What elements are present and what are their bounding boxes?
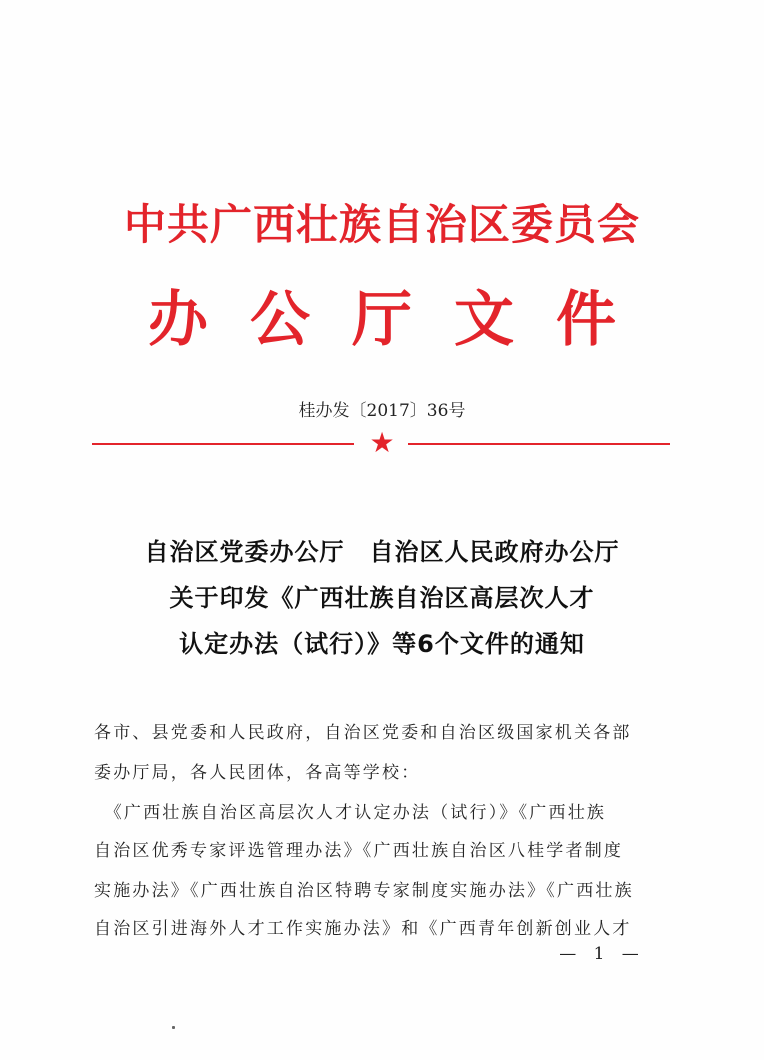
notice-title-line-1: 自治区党委办公厅 自治区人民政府办公厅 — [144, 538, 620, 566]
notice-title-line-3: 认定办法（试行）》等6个文件的通知 — [179, 630, 585, 658]
body-text-line: 实施办法》《广西壮族自治区特聘专家制度实施办法》《广西壮族 — [94, 881, 634, 901]
page-number-text: — 1 — — [559, 944, 645, 964]
red-divider — [92, 426, 670, 459]
notice-title-line-2: 关于印发《广西壮族自治区高层次人才 — [169, 584, 595, 612]
page-number — [0, 944, 764, 964]
body-text-line: 《广西壮族自治区高层次人才认定办法（试行）》《广西壮族 — [94, 803, 607, 823]
document-number: 桂办发〔2017〕36号 — [298, 401, 466, 421]
divider-line-left — [92, 443, 354, 445]
body-text-line: 自治区优秀专家评选管理办法》《广西壮族自治区八桂学者制度 — [94, 841, 624, 861]
body-text-line: 自治区引进海外人才工作实施办法》和《广西青年创新创业人才 — [94, 919, 632, 939]
star-icon: ★ — [369, 426, 395, 459]
document-type-header: 办公厅文件 — [148, 285, 658, 355]
scan-speck — [172, 1026, 175, 1029]
body-text-line: 各市、县党委和人民政府，自治区党委和自治区级国家机关各部 — [94, 723, 632, 743]
issuing-org-header: 中共广西壮族自治区委员会 — [123, 200, 640, 249]
divider-line-right — [408, 443, 670, 445]
body-text-line: 委办厅局，各人民团体，各高等学校： — [94, 763, 421, 783]
